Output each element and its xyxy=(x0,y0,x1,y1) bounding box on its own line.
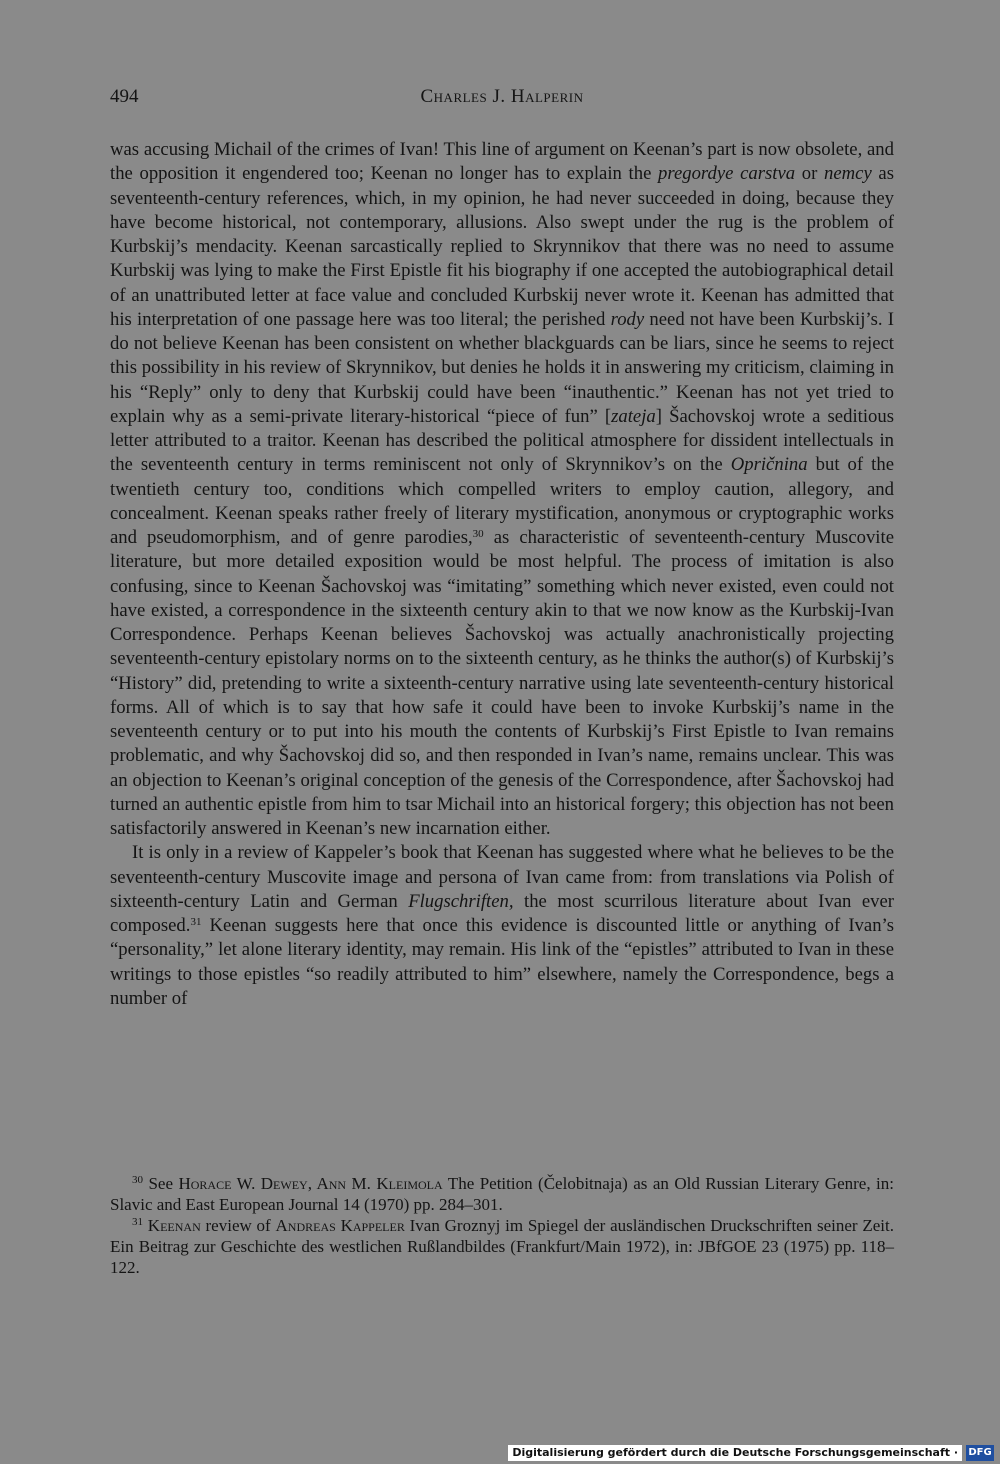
text-run: or xyxy=(795,163,825,185)
text-run: The Petition (Čelobitnaja) as an Old Russian Literary Genre, in: Slavic and East European Journal 14 (1970) pp. 284–301. xyxy=(110,1174,894,1214)
author-name: Keenan xyxy=(147,1216,201,1235)
text-run: Ivan Groznyj im Spiegel der ausländischen Druckschriften seiner Zeit. Ein Beitrag zur Geschichte des westlichen Rußlandbildes (Frankfurt/Main 1972), in: JBfGOE 23 (1975) pp. 118–122. xyxy=(110,1216,895,1277)
running-head: Charles J. Halperin xyxy=(420,86,584,107)
footnotes xyxy=(110,1173,894,1278)
italic-term: nemcy xyxy=(824,163,872,185)
page-number: 494 xyxy=(110,86,139,107)
italic-term: zateja xyxy=(611,405,656,427)
text-run: See xyxy=(143,1174,179,1193)
footnote-ref-31: 31 xyxy=(190,916,202,928)
italic-term: rody xyxy=(610,308,645,330)
body-text xyxy=(110,138,894,1011)
text-run: It is only in a review of Kappeler’s book that Keenan has suggested where what he believes to be the seventeenth-century Muscovite image and persona of Ivan came from: from translations via Polish of sixteenth-century Latin and German xyxy=(110,842,894,912)
text-run: ] Šachovskoj wrote a seditious letter attributed to a traitor. Keenan has described the political atmosphere for dissident intellectuals in the seventeenth century in terms reminiscent not only of Skrynnikov’s on the xyxy=(110,405,894,476)
text-run: was accusing Michail of the crimes of Ivan! This line of argument on Keenan’s part is now obsolete, and the opposition it engendered too; Keenan no longer has to explain the xyxy=(110,139,894,185)
text-run: need not have been Kurbskij’s. I do not believe Keenan has been consistent on whether blackguards can be liars, since he seems to reject this possibility in his review of Skrynnikov, but denies he holds it in answering my criticism, claiming in his “Reply” only to deny that Kurbskij could have been “inauthentic.” Keenan has not yet tried to explain why as a semi-private literary-historical “piece of fun” [ xyxy=(110,308,894,427)
text-run: as characteristic of seventeenth-century Muscovite literature, but more detailed exposition would be most helpful. The process of imitation is also confusing, since to Keenan Šachovskoj was “imitating” something which never existed, even could not have existed, a correspondence in the sixteenth century akin to that we now know as the Kurbskij-Ivan Correspondence. Perhaps Keenan believes Šachovskoj was actually anachronistically projecting seventeenth-century epistolary norms on to the sixteenth century, as he thinks the author(s) of Kurbskij’s “History” did, pretending to write a sixteenth-century narrative using late seventeenth-century historical forms. All of which is to say that how safe it could have been to invoke Kurbskij’s name in the seventeenth century or to put into his mouth the contents of Kurbskij’s First Epistle to Ivan remains problematic, and why Šachovskoj did so, and then responded in Ivan’s name, remains unclear. This was an objection to Keenan’s original conception of the genesis of the Correspondence, after Šachovskoj had turned an authentic epistle from him to tsar Michail into an historical forgery; this objection has not been satisfactorily answered in Keenan’s new incarnation either. xyxy=(110,527,894,839)
text-run: Keenan suggests here that once this evidence is discounted little or anything of Ivan’s “personality,” let alone literary identity, may remain. His link of the “epistles” attributed to Ivan in these writings to those epistles “so readily attributed to him” elsewhere, namely the Correspondence, begs a number of xyxy=(110,915,894,1009)
italic-term: Flugschriften, xyxy=(408,890,514,912)
text-run: as seventeenth-century references, which, in my opinion, he had never succeeded in doing, because they have become historical, not contemporary, allusions. Also swept under the rug is the problem of Kurbskij’s mendacity. Keenan sarcastically replied to Skrynnikov that there was no need to assume Kurbskij was lying to make the First Epistle fit his biography if one accepted the autobiographical detail of an unattributed letter at face value and concluded Kurbskij never wrote it. Keenan has admitted that his interpretation of one passage here was too literal; the perished xyxy=(110,163,894,330)
footnote-30 xyxy=(110,1173,894,1215)
author-names: Horace W. Dewey, Ann M. Kleimola xyxy=(178,1174,443,1193)
paragraph-2 xyxy=(110,841,894,1011)
digitization-credit: Digitalisierung gefördert durch die Deutsche Forschungsgemeinschaft · xyxy=(508,1445,962,1461)
footnote-number: 30 xyxy=(132,1174,143,1186)
text-run: review of xyxy=(200,1216,276,1235)
paragraph-1 xyxy=(110,138,894,841)
text-run: the most scurrilous literature about Ivan ever composed. xyxy=(110,890,894,936)
dfg-logo: DFG xyxy=(966,1445,994,1461)
italic-term: Opričnina xyxy=(730,454,808,476)
text-run: but of the twentieth century too, conditions which compelled writers to employ caution, allegory, and concealment. Keenan speaks rather freely of literary mystification, anonymous or cryptographic works and pseudomorphism, and of genre parodies, xyxy=(110,454,894,548)
footnote-31 xyxy=(110,1215,894,1278)
author-name: Andreas Kappeler xyxy=(275,1216,405,1235)
italic-term: pregordye carstva xyxy=(658,163,796,185)
page-header xyxy=(110,86,894,114)
footnote-number: 31 xyxy=(132,1216,143,1228)
footnote-ref-30: 30 xyxy=(472,528,484,540)
